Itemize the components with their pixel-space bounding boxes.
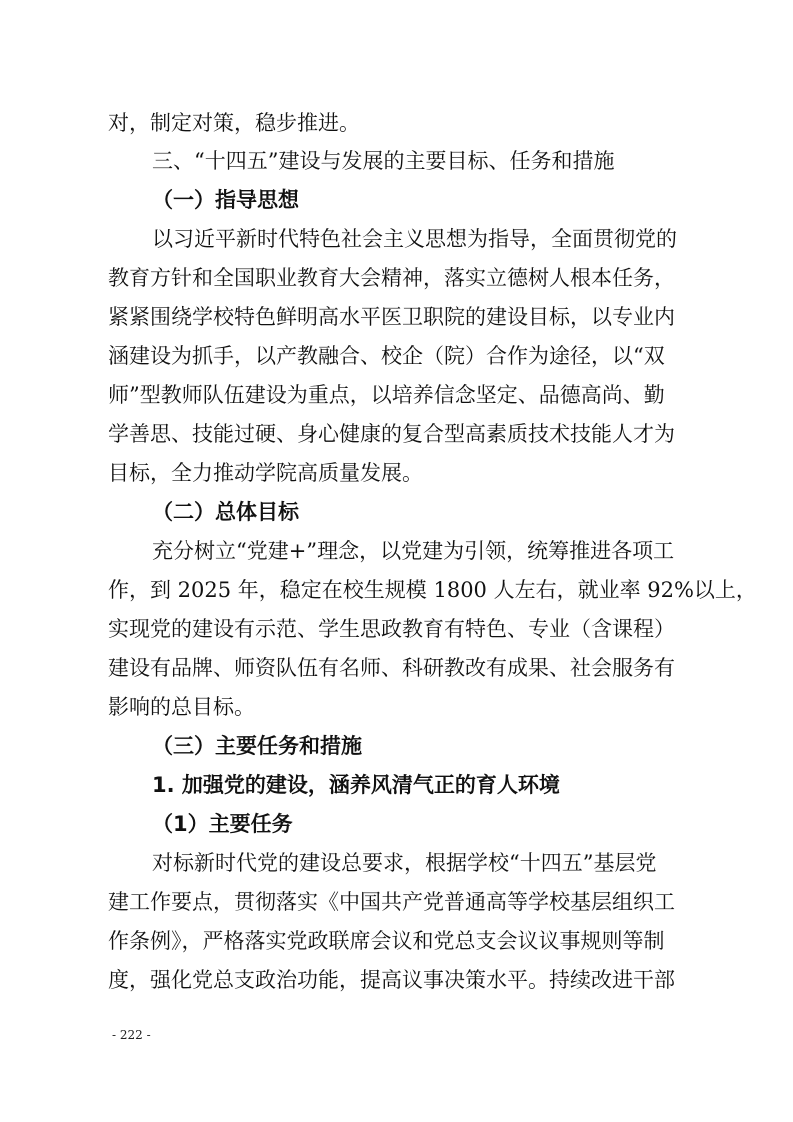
paragraph-line: 作条例》，严格落实党政联席会议和党总支会议议事规则等制 <box>108 929 665 953</box>
paragraph-line: 教育方针和全国职业教育大会精神，落实立德树人根本任务， <box>108 266 675 290</box>
paragraph-line: 实现党的建设有示范、学生思政教育有特色、专业（含课程） <box>108 617 675 641</box>
subsection-heading: （一）指导思想 <box>152 188 299 212</box>
paragraph-line: 师”型教师队伍建设为重点，以培养信念坚定、品德高尚、勤 <box>108 383 665 407</box>
paragraph-line: 目标，全力推动学院高质量发展。 <box>108 461 423 485</box>
paragraph-line: 涵建设为抓手，以产教融合、校企（院）合作为途径，以“双 <box>108 344 665 368</box>
section-heading: 三、“十四五”建设与发展的主要目标、任务和措施 <box>152 149 615 173</box>
paragraph-line: 度，强化党总支政治功能，提高议事决策水平。持续改进干部 <box>108 968 675 992</box>
page-number: - 222 - <box>112 1028 151 1042</box>
paragraph-line: 以习近平新时代特色社会主义思想为指导，全面贯彻党的 <box>152 227 677 251</box>
item-subheading: （1）主要任务 <box>152 812 293 836</box>
paragraph-line: 对标新时代党的建设总要求，根据学校“十四五”基层党 <box>152 851 657 875</box>
paragraph-line: 建工作要点，贯彻落实《中国共产党普通高等学校基层组织工 <box>108 890 675 914</box>
text-line: 对，制定对策，稳步推进。 <box>108 111 360 135</box>
paragraph-line: 紧紧围绕学校特色鲜明高水平医卫职院的建设目标，以专业内 <box>108 305 675 329</box>
subsection-heading: （二）总体目标 <box>152 500 299 524</box>
paragraph-line: 影响的总目标。 <box>108 695 255 719</box>
paragraph-line: 充分树立“党建+”理念，以党建为引领，统筹推进各项工 <box>152 539 675 563</box>
item-heading: 1. 加强党的建设，涵养风清气正的育人环境 <box>152 773 560 797</box>
subsection-heading: （三）主要任务和措施 <box>152 734 362 758</box>
paragraph-line: 学善思、技能过硬、身心健康的复合型高素质技术技能人才为 <box>108 422 675 446</box>
paragraph-line: 作，到 2025 年，稳定在校生规模 1800 人左右，就业率 92%以上， <box>108 578 757 602</box>
paragraph-line: 建设有品牌、师资队伍有名师、科研教改有成果、社会服务有 <box>108 656 675 680</box>
